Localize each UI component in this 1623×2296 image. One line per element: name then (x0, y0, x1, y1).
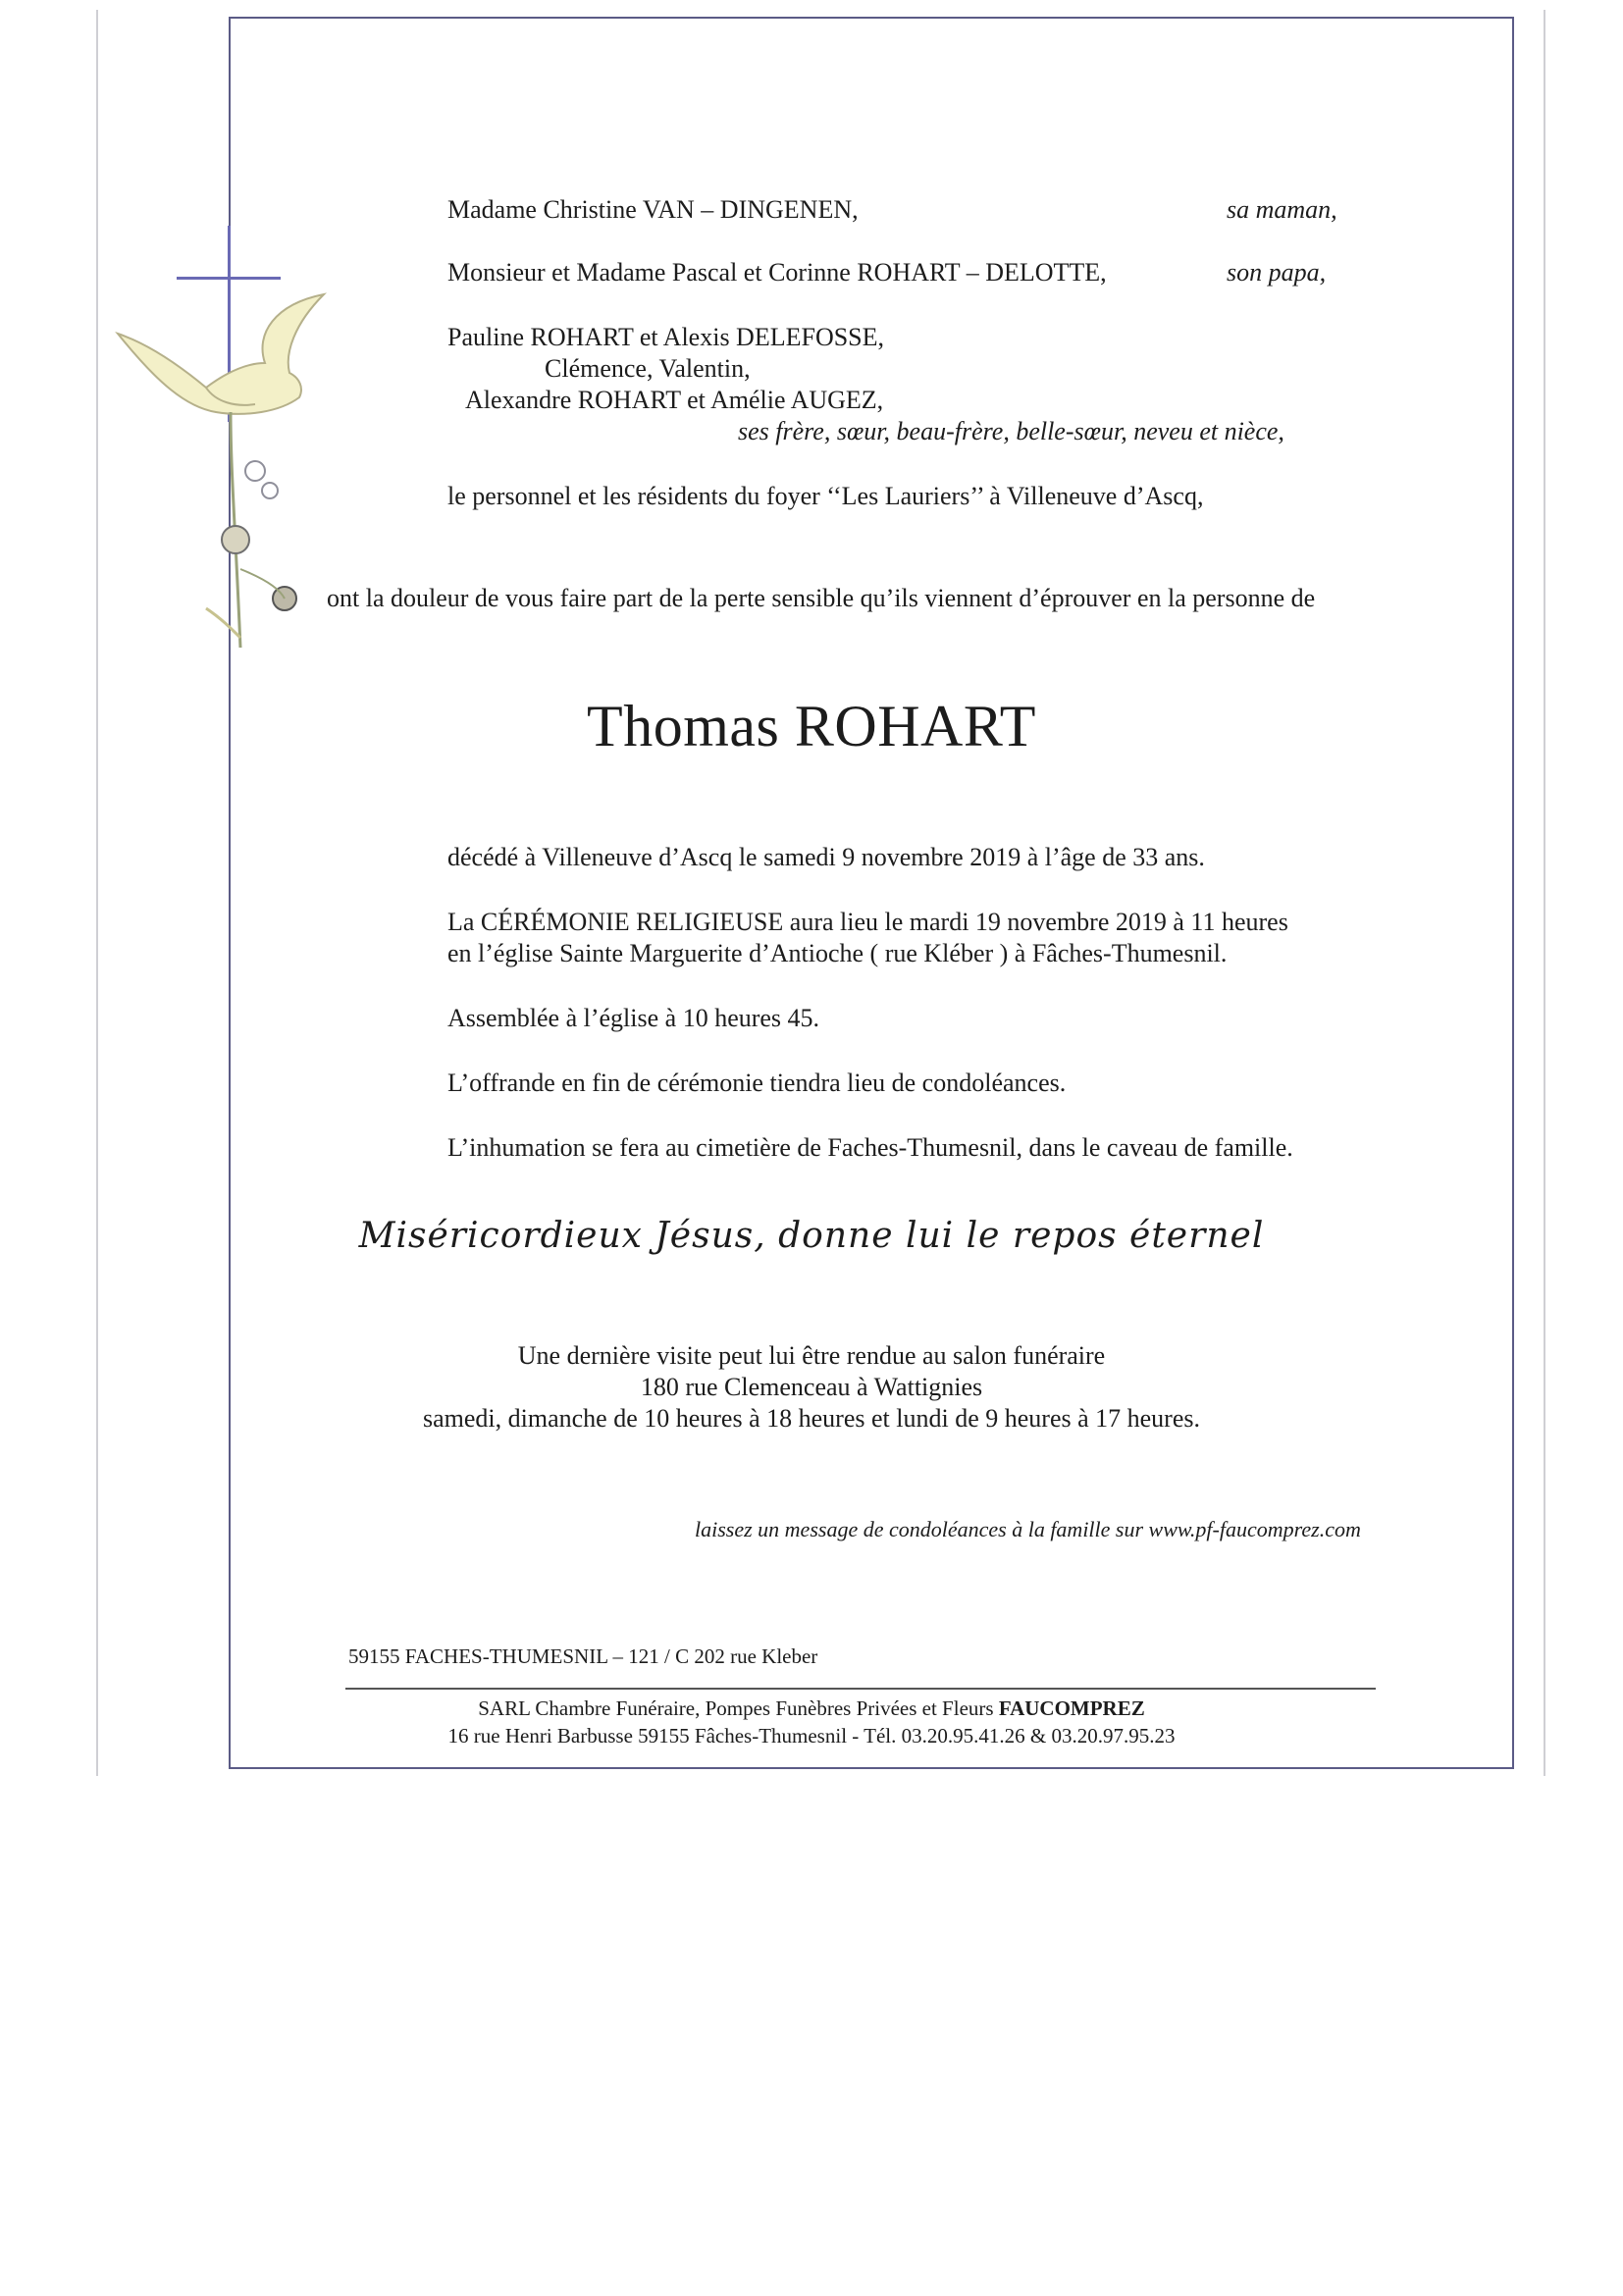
family-line-relations: ses frère, sœur, beau-frère, belle-sœur, neveu et nièce, (738, 417, 1284, 445)
page-edge-right (1544, 10, 1545, 1776)
family-relation-father: son papa, (1227, 258, 1327, 287)
company-line-2: 16 rue Henri Barbusse 59155 Fâches-Thumesnil - Tél. 03.20.95.41.26 & 03.20.97.95.23 (447, 1724, 1176, 1748)
family-line-father: Monsieur et Madame Pascal et Corinne ROHART – DELOTTE, (447, 258, 1107, 287)
family-relation-mother: sa maman, (1227, 195, 1337, 224)
visit-line-2: 180 rue Clemenceau à Wattignies (640, 1373, 983, 1401)
ceremony-line-1: La CÉRÉMONIE RELIGIEUSE aura lieu le mardi 19 novembre 2019 à 11 heures (447, 908, 1288, 936)
company-name: FAUCOMPREZ (998, 1696, 1145, 1720)
burial-details: L’inhumation se fera au cimetière de Faches-Thumesnil, dans le caveau de famille. (447, 1133, 1293, 1162)
address-reference: 59155 FACHES-THUMESNIL – 121 / C 202 rue Kleber (348, 1644, 818, 1668)
visit-line-3: samedi, dimanche de 10 heures à 18 heures et lundi de 9 heures à 17 heures. (422, 1404, 1200, 1433)
family-line-sister: Pauline ROHART et Alexis DELEFOSSE, (447, 323, 885, 351)
announcement-text: ont la douleur de vous faire part de la perte sensible qu’ils viennent d’éprouver en la personne de (327, 584, 1316, 612)
death-details: décédé à Villeneuve d’Ascq le samedi 9 novembre 2019 à l’âge de 33 ans. (447, 843, 1205, 871)
family-line-mother: Madame Christine VAN – DINGENEN, (447, 195, 859, 224)
footer-divider (345, 1688, 1376, 1690)
deceased-name: Thomas ROHART (587, 694, 1036, 758)
assembly-details: Assemblée à l’église à 10 heures 45. (447, 1004, 820, 1032)
prayer-text: Miséricordieux Jésus, donne lui le repos éternel (358, 1216, 1265, 1256)
visit-line-1: Une dernière visite peut lui être rendue au salon funéraire (517, 1341, 1106, 1370)
dove-flower-icon (98, 216, 334, 667)
condolence-note: laissez un message de condoléances à la famille sur www.pf-faucomprez.com (695, 1517, 1361, 1541)
offering-details: L’offrande en fin de cérémonie tiendra lieu de condoléances. (447, 1069, 1067, 1097)
family-line-foyer: le personnel et les résidents du foyer ‘‘Les Lauriers’’ à Villeneuve d’Ascq, (447, 482, 1204, 510)
ceremony-line-2: en l’église Sainte Marguerite d’Antioche ( rue Kléber ) à Fâches-Thumesnil. (447, 939, 1228, 967)
family-line-children: Clémence, Valentin, (545, 354, 751, 383)
company-description: SARL Chambre Funéraire, Pompes Funèbres Privées et Fleurs (478, 1696, 999, 1720)
company-line-1 (0, 1696, 1623, 1721)
family-line-brother: Alexandre ROHART et Amélie AUGEZ, (465, 386, 884, 414)
